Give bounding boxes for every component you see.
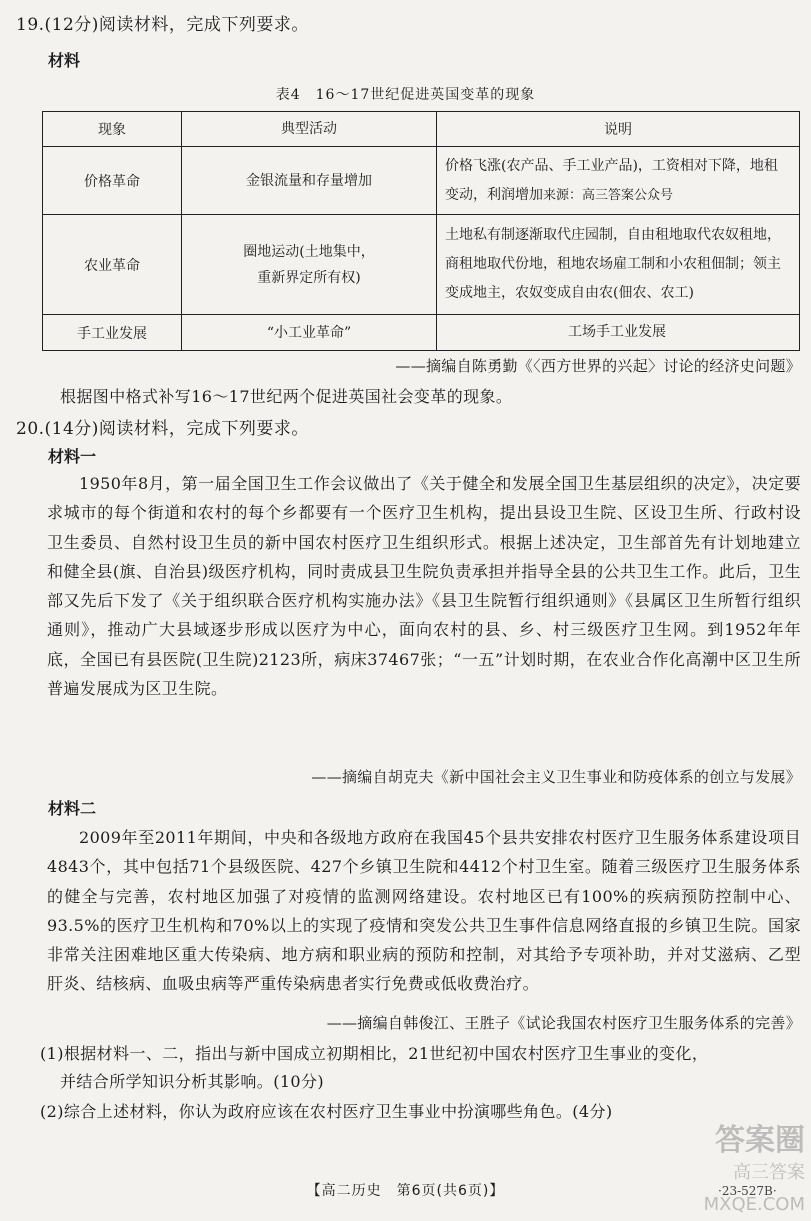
table-row	[43, 147, 800, 215]
cell-phenomenon: 手工业发展	[43, 315, 182, 351]
cell-note: 土地私有制逐渐取代庄园制，自由租地取代农奴租地，商租地取代份地，租地农场雇工制和小农租佃制；领主变成地主，农奴变成自由农(佃农、农工)	[437, 215, 800, 315]
sub-question-1-line-1: (1)根据材料一、二，指出与新中国成立初期相比，21世纪初中国农村医疗卫生事业的变化，	[40, 1044, 709, 1063]
cell-phenomenon: 农业革命	[43, 215, 182, 315]
activity-line: 圈地运动(土地集中，	[243, 243, 375, 260]
activity-line: 重新界定所有权)	[257, 269, 361, 286]
watermark-logo-subtext: 高三答案	[733, 1162, 805, 1183]
material-1-text	[47, 469, 801, 703]
question-19-prompt: 根据图中格式补写16～17世纪两个促进英国社会变革的现象。	[60, 387, 513, 406]
source-watermark: 来源：高三答案公众号	[543, 187, 674, 203]
exam-code: ·23-527B·	[718, 1184, 777, 1198]
page-footer: 【高二历史 第6页(共6页)】	[306, 1183, 505, 1199]
sub-question-1-line-2: 并结合所学知识分析其影响。(10分)	[60, 1072, 325, 1091]
table-row	[43, 315, 800, 351]
material-1-paragraph: 1950年8月，第一届全国卫生工作会议做出了《关于健全和发展全国卫生基层组织的决定》，决定要求城市的每个街道和农村的每个乡都要有一个医疗卫生机构，提出县设卫生院、区设卫生所、行政村设卫生委员、自然村设卫生员的新中国农村医疗卫生组织形式。根据上述决定，卫生部首先有计划地建立和健全县(旗、自治县)级医疗机构，同时责成县卫生院负责承担并指导全县的公共卫生工作。此后，卫生部又先后下发了《关于组织联合医疗机构实施办法》《县卫生院暂行组织通则》《县属区卫生所暂行组织通则》，推动广大县域逐步形成以医疗为中心，面向农村的县、乡、村三级医疗卫生网。到1952年年底，全国已有县医院(卫生院)2123所，病床37467张；“一五”计划时期，在农业合作化高潮中区卫生所普遍发展成为区卫生院。	[47, 474, 801, 699]
cell-note	[437, 147, 800, 215]
header-phenomenon: 现象	[43, 112, 182, 147]
question-19-heading: 19.(12分)阅读材料，完成下列要求。	[16, 15, 309, 35]
table-source: ——摘编自陈勇勤《〈西方世界的兴起〉讨论的经济史问题》	[395, 357, 801, 375]
header-activity: 典型活动	[182, 112, 437, 147]
watermark-logo-text: 答案圈	[715, 1123, 805, 1158]
table-row	[43, 215, 800, 315]
note-text: 价格飞涨(农产品、手工业产品)，工资相对下降，地租变动，利润增加	[445, 157, 778, 203]
material-2-label: 材料二	[48, 799, 97, 818]
header-note: 说明	[437, 112, 800, 147]
material-2-paragraph: 2009年至2011年期间，中央和各级地方政府在我国45个县共安排农村医疗卫生服务体系建设项目4843个，其中包括71个县级医院、427个乡镇卫生院和4412个村卫生室。随着三级医疗卫生服务体系的健全与完善，农村地区加强了对疫情的监测网络建设。农村地区已有100%的疾病预防控制中心、93.5%的医疗卫生机构和70%以上的实现了疫情和突发公共卫生事件信息网络直报的乡镇卫生院。国家非常关注困难地区重大传染病、地方病和职业病的预防和控制，对其给予专项补助，并对艾滋病、乙型肝炎、结核病、血吸虫病等严重传染病患者实行免费或低收费治疗。	[47, 828, 801, 994]
sub-question-2: (2)综合上述材料，你认为政府应该在农村医疗卫生事业中扮演哪些角色。(4分)	[40, 1102, 613, 1121]
material-1-source: ——摘编自胡克夫《新中国社会主义卫生事业和防疫体系的创立与发展》	[311, 768, 801, 786]
cell-note: 工场手工业发展	[437, 315, 800, 351]
cell-activity: 金银流量和存量增加	[182, 147, 437, 215]
question-20-heading: 20.(14分)阅读材料，完成下列要求。	[16, 419, 309, 439]
table-caption: 表4 16～17世纪促进英国变革的现象	[275, 87, 536, 103]
phenomena-table	[42, 111, 800, 351]
table-header-row	[43, 112, 800, 147]
cell-activity: “小工业革命”	[182, 315, 437, 351]
cell-activity	[182, 215, 437, 315]
material-2-source: ——摘编自韩俊江、王胜子《试论我国农村医疗卫生服务体系的完善》	[326, 1014, 801, 1032]
watermark-logo-url: MXQE.COM	[703, 1194, 805, 1215]
cell-phenomenon: 价格革命	[43, 147, 182, 215]
material-1-label: 材料一	[48, 447, 97, 466]
material-label: 材料	[48, 51, 81, 70]
material-2-text	[47, 823, 801, 999]
